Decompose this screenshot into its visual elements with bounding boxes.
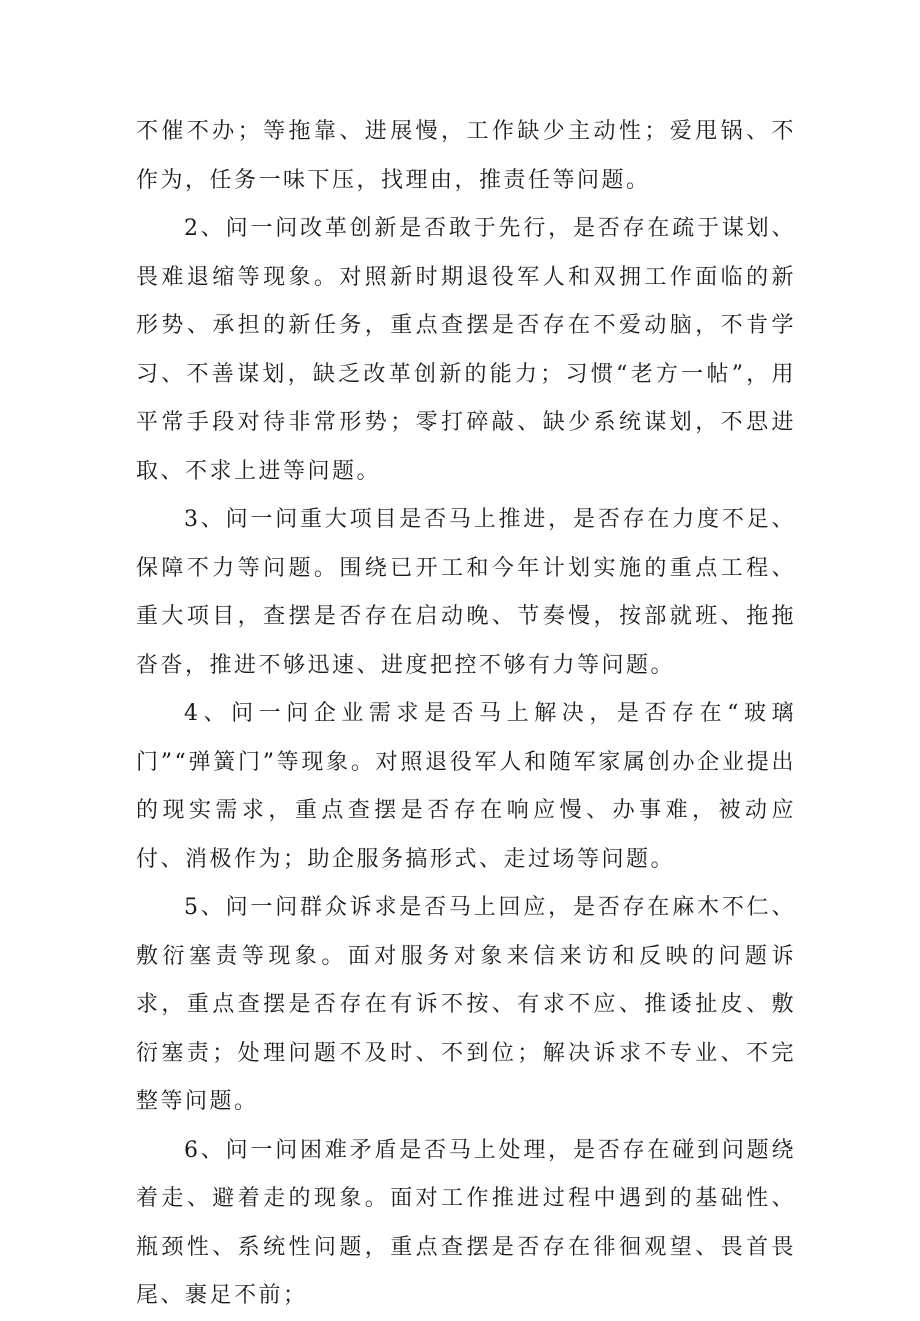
paragraph-item-6: 6、问一问困难矛盾是否马上处理，是否存在碰到问题绕着走、避着走的现象。面对工作推进过程中遇到的基础性、瓶颈性、系统性问题，重点查摆是否存在徘徊观望、畏首畏尾、裹足不前； — [136, 1137, 796, 1308]
paragraph-continuation: 不催不办；等拖靠、进展慢，工作缺少主动性；爱甩锅、不作为，任务一味下压，找理由，推责任等问题。 — [136, 119, 796, 193]
paragraph-item-5: 5、问一问群众诉求是否马上回应，是否存在麻木不仁、敷衍塞责等现象。面对服务对象来信来访和反映的问题诉求，重点查摆是否存在有诉不按、有求不应、推诿扯皮、敷衍塞责；处理问题不及时、不到位；解决诉求不专业、不完整等问题。 — [136, 895, 796, 1114]
paragraph-item-2: 2、问一问改革创新是否敢于先行，是否存在疏于谋划、畏难退缩等现象。对照新时期退役军人和双拥工作面临的新形势、承担的新任务，重点查摆是否存在不爱动脑，不肯学习、不善谋划，缺乏改革创新的能力；习惯“老方一帖”，用平常手段对待非常形势；零打碎敲、缺少系统谋划，不思进取、不求上进等问题。 — [136, 216, 796, 484]
document-body — [136, 108, 796, 1321]
paragraph-item-3: 3、问一问重大项目是否马上推进，是否存在力度不足、保障不力等问题。围绕已开工和今年计划实施的重点工程、重大项目，查摆是否存在启动晚、节奏慢，按部就班、拖拖沓沓，推进不够迅速、进度把控不够有力等问题。 — [136, 507, 796, 678]
paragraph-item-4: 4、问一问企业需求是否马上解决，是否存在“玻璃门”“弹簧门”等现象。对照退役军人和随军家属创办企业提出的现实需求，重点查摆是否存在响应慢、办事难，被动应付、消极作为；助企服务搞形式、走过场等问题。 — [136, 701, 796, 872]
